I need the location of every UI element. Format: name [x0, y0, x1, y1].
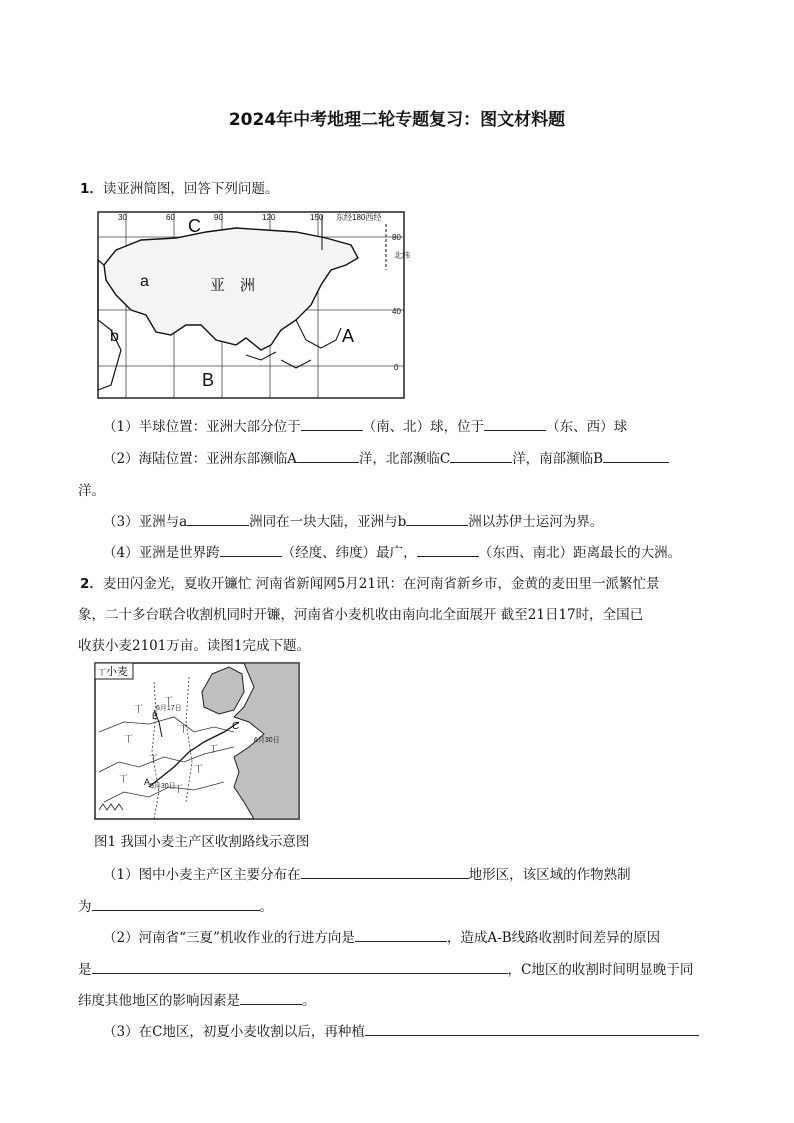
q1-item-4: （4）亚洲是世界跨 （经度、纬度）最广， （东西、南北）距离最长的大洲。: [103, 541, 681, 561]
answer-blank[interactable]: [355, 927, 447, 942]
answer-blank[interactable]: [417, 542, 479, 557]
label-B: B: [152, 711, 159, 721]
q1-number: 1．: [80, 181, 103, 197]
tick-lat-0: 0: [394, 363, 399, 372]
answer-blank[interactable]: [297, 448, 359, 463]
tick-lat-40: 40: [392, 307, 401, 316]
answer-blank[interactable]: [365, 1021, 699, 1036]
answer-blank[interactable]: [603, 448, 669, 463]
q2-item-1: （1）图中小麦主产区主要分布在 地形区，该区域的作物熟制: [103, 863, 631, 883]
svg-text:丅: 丅: [134, 705, 144, 715]
q2-stem-line-2: 象，二十多台联合收割机同时开镰，河南省小麦机收由南向北全面展开 截至21日17时，全国已: [78, 607, 644, 623]
wheat-legend-label: 小麦: [106, 665, 128, 678]
answer-blank[interactable]: [450, 448, 512, 463]
svg-text:丅: 丅: [119, 775, 129, 785]
q2-item-2-cont: 是 ，C地区的收割时间明显晚于同: [78, 958, 693, 978]
answer-blank[interactable]: [187, 511, 249, 526]
q2-item-3: （3）在C地区，初夏小麦收割以后，再种植: [103, 1020, 699, 1040]
tick-150: 150: [310, 213, 324, 222]
answer-blank[interactable]: [301, 416, 363, 431]
q1-item-2: （2）海陆位置：亚洲东部濒临A 洋，北部濒临C 洋，南部濒临B: [103, 447, 669, 467]
q2-stem-line-1: 2．麦田闪金光，夏收开镰忙 河南省新闻网5月21讯：在河南省新乡市，金黄的麦田里一派繁忙景: [80, 576, 660, 592]
answer-blank[interactable]: [240, 990, 302, 1005]
q1-item-2-cont: 洋。: [78, 483, 105, 499]
answer-blank[interactable]: [301, 864, 469, 879]
label-A: A: [144, 777, 151, 787]
svg-text:丅: 丅: [164, 697, 174, 707]
tick-90: 90: [214, 213, 223, 222]
answer-blank[interactable]: [92, 959, 508, 974]
svg-text:丅: 丅: [149, 755, 159, 765]
lat-label: 北纬: [394, 251, 410, 260]
q1-item-1: （1）半球位置：亚洲大部分位于 （南、北）球，位于 （东、西）球: [103, 415, 627, 435]
label-A-date: 5月30日: [150, 783, 176, 790]
map-label-A: A: [342, 326, 355, 346]
map-label-b: b: [110, 328, 119, 345]
label-B-date: 6月17日: [156, 705, 182, 712]
svg-text:丅: 丅: [209, 745, 219, 755]
wheat-harvest-map: [94, 662, 300, 820]
q2-stem-line-3: 收获小麦2101万亩。读图1完成下题。: [78, 638, 310, 654]
q2-item-2-cont2: 纬度其他地区的影响因素是 。: [78, 989, 316, 1009]
wheat-legend-icon: 丅: [98, 668, 106, 677]
map-label-C: C: [188, 216, 201, 236]
map-label-B: B: [202, 370, 215, 390]
tick-lat-80: 80: [392, 233, 401, 242]
q1-item-3: （3）亚洲与a 洲同在一块大陆，亚洲与b 洲以苏伊士运河为界。: [103, 510, 603, 530]
figure-caption: 图1 我国小麦主产区收割路线示意图: [94, 834, 310, 850]
page-title: 2024年中考地理二轮专题复习：图文材料题: [228, 110, 566, 130]
q2-number: 2．: [80, 576, 103, 592]
svg-text:丅: 丅: [124, 735, 134, 745]
map-label-asia: 亚 洲: [210, 277, 256, 294]
svg-text:丅: 丅: [174, 785, 184, 795]
q1-stem-text: 读亚洲简图，回答下列问题。: [102, 181, 279, 197]
svg-text:丅: 丅: [179, 725, 189, 735]
tick-120: 120: [262, 213, 276, 222]
q2-item-1-cont: 为 。: [78, 895, 273, 915]
label-C: C: [232, 721, 240, 732]
svg-text:丅: 丅: [194, 765, 204, 775]
asia-map: [96, 210, 408, 400]
answer-blank[interactable]: [484, 416, 546, 431]
answer-blank[interactable]: [406, 511, 468, 526]
answer-blank[interactable]: [220, 542, 282, 557]
q1-stem: [80, 177, 278, 197]
answer-blank[interactable]: [92, 896, 260, 911]
tick-60: 60: [166, 213, 175, 222]
label-C-date: 6月30日: [254, 737, 280, 744]
q2-item-2: （2）河南省“三夏”机收作业的行进方向是 ，造成A-B线路收割时间差异的原因: [103, 926, 660, 946]
tick-30: 30: [118, 213, 127, 222]
tick-180-label: 东经180西经: [336, 213, 382, 222]
map-label-a: a: [140, 273, 149, 290]
